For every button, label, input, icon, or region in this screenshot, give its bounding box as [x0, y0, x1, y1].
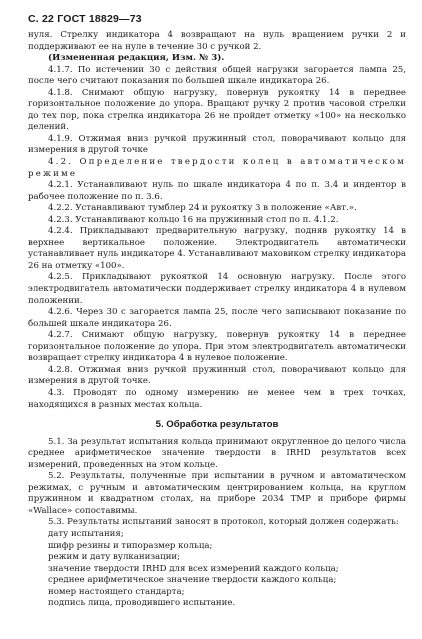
document-body — [28, 30, 406, 610]
list-item: режим и дату вулканизации; — [48, 552, 181, 563]
list-item: шифр резины и типоразмер кольца; — [48, 540, 213, 551]
paragraph: 4.1.9. Отжимая вниз ручкой пружинный стол, поворачивают кольцо для измерения в другой точке — [28, 133, 406, 156]
paragraph: 4.2.8. Отжимая вниз ручкой пружинный стол, поворачивают кольцо для измерения в другой точке. — [28, 364, 406, 387]
page-header: С. 22 ГОСТ 18829—73 — [28, 13, 142, 25]
amendment-note: (Измененная редакция, Изм. № 3). — [48, 53, 225, 64]
list-item: среднее арифметическое значение твердости каждого кольца; — [48, 575, 337, 586]
paragraph: 4.2.3. Устанавливают кольцо 16 на пружинный стол по п. 4.1.2. — [48, 214, 339, 225]
list-item: подпись лица, проводившего испытание. — [48, 598, 236, 609]
paragraph: 5.1. За результат испытания кольца принимают округленное до целого числа среднее арифметическое значение твердости в IRHD результатов всех измерений, проведенных на этом кольце. — [28, 436, 406, 470]
subsection-heading: 4.2. Определение твердости колец в автоматическом режиме — [28, 157, 406, 179]
paragraph: 4.3. Проводят по одному измерению не менее чем в трех точках, находящихся в разных местах кольца. — [28, 387, 406, 410]
paragraph: 4.1.7. По истечении 30 с действия общей нагрузки загорается лампа 25, после чего считают показания по большей шкале индикатора 26. — [28, 64, 406, 87]
paragraph: 5.3. Результаты испытаний заносят в протокол, который должен содержать: — [48, 517, 399, 528]
paragraph: 4.2.6. Через 30 с загорается лампа 25, после чего записывают показание по большей шкале индикатора 26. — [28, 307, 406, 329]
list-item: дату испытания; — [48, 528, 124, 539]
paragraph: 4.2.5. Прикладывают рукояткой 14 основную нагрузку. После этого электродвигатель автоматически поддерживает стрелку индикатора 4 в нулевом положении. — [28, 272, 406, 306]
paragraph: 4.2.4. Прикладывают предварительную нагрузку, подняв рукоятку 14 в верхнее вертикальное положение. Электродвигатель автоматически устанавливает нуль индикаторе 4. Устанавливают маховиком стрелку индикатора 26 на отметку «100». — [28, 226, 406, 271]
section-title: 5. Обработка результатов — [155, 419, 279, 431]
paragraph: 4.2.2. Устанавливают тумблер 24 и рукоятку 3 в положение «Авт.». — [48, 203, 357, 214]
paragraph: 4.1.8. Снимают общую нагрузку, повернув рукоятку 14 в переднее горизонтальное положение до упора. Вращают ручку 2 против часовой стрелки до тех пор, пока стрелка индикатора 26 не пройдет отметку «100» на несколько делений. — [28, 87, 406, 133]
paragraph: нуля. Стрелку индикатора 4 возвращают на нуль вращением ручки 2 и поддерживают ее на нуле в течение 30 с ручкой 2. — [28, 30, 406, 52]
paragraph: 4.2.1. Устанавливают нуль по шкале индикатора 4 по п. 3.4 и индентор в рабочее положение по п. 3.6. — [28, 180, 406, 202]
paragraph: 5.2. Результаты, полученные при испытании в ручном и автоматическом режимах, с ручным и автоматическим центрированием кольца, на круглом пружинном и квадратном столах, на приборе 2034 ТМР и приборе фирмы «Wallace» сопоставимы. — [28, 471, 406, 516]
list-item: значение твердости IRHD для всех измерений каждого кольца; — [48, 563, 339, 574]
list-item: номер настоящего стандарта; — [48, 586, 185, 597]
paragraph: 4.2.7. Снимают общую нагрузку, повернув рукоятку 14 в переднее горизонтальное положение до упора. При этом электродвигатель автоматически возвращает стрелку индикатора 4 в нулевое положение. — [28, 330, 406, 364]
